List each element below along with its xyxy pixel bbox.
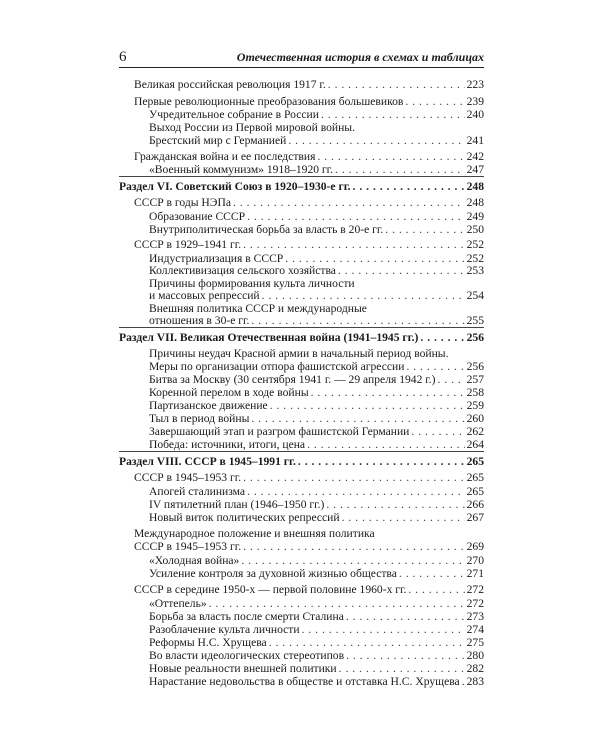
toc-entry-title: Великая российская революция 1917 г.: [134, 78, 326, 91]
toc-leader-dots: [342, 511, 465, 525]
toc-entry-page: 280: [466, 649, 484, 662]
toc-entry-title: СССР в 1945–1953 гг.: [134, 540, 242, 553]
toc-entry-title: «Военный коммунизм» 1918–1920 гг.: [149, 163, 334, 176]
toc-leader-dots: [307, 438, 465, 452]
toc-leader-dots: [411, 425, 464, 439]
toc-leader-dots: [241, 554, 464, 568]
toc-entry: [134, 583, 484, 597]
toc-entry-page: 266: [466, 498, 484, 511]
toc-leader-dots: [288, 134, 464, 148]
toc-leader-dots: [405, 95, 464, 109]
toc-entry-page: 250: [466, 223, 484, 236]
toc-entry: [149, 264, 484, 278]
page-number: 6: [119, 49, 127, 65]
toc-entry: [149, 554, 484, 568]
toc-leader-dots: [317, 150, 464, 164]
toc-entry: [149, 314, 484, 328]
toc-entry-title: IV пятилетний план (1946–1950 гг.): [149, 498, 325, 511]
toc-leader-dots: [269, 636, 465, 650]
toc-entry-page: 275: [466, 636, 484, 649]
toc-entry: [149, 511, 484, 525]
toc-leader-dots: [420, 331, 464, 345]
toc-entry: [149, 610, 484, 624]
toc-entry-page: 253: [466, 264, 484, 277]
toc-entry-title: Учредительное собрание в России: [149, 108, 319, 121]
toc-entry-title: Завершающий этап и разгром фашистской Германии: [149, 425, 410, 438]
toc-entry-page: 223: [466, 78, 484, 91]
toc-entry-title: СССР в годы НЭПа: [134, 196, 231, 209]
toc-entry-title: и массовых репрессий: [149, 289, 260, 302]
toc-entry-page: 241: [466, 134, 484, 147]
toc-entry-page: 248: [466, 180, 484, 193]
toc-leader-dots: [346, 649, 465, 663]
toc-entry-page: 260: [466, 412, 484, 425]
toc-entry-page: 248: [466, 196, 484, 209]
toc-leader-dots: [311, 386, 465, 400]
toc-leader-dots: [302, 623, 465, 637]
toc-leader-dots: [353, 180, 465, 194]
toc-entry-title: Индустриализация в СССР: [149, 252, 284, 265]
toc-leader-dots: [438, 373, 465, 387]
toc-entry: [149, 223, 484, 237]
toc-entry-page: 240: [466, 108, 484, 121]
toc-entry-page: 247: [466, 163, 484, 176]
toc-entry: [149, 649, 484, 663]
toc-entry-title: Партизанское движение: [149, 399, 268, 412]
toc-leader-dots: [408, 583, 464, 597]
toc-entry: [149, 399, 484, 413]
toc-entry-title: Новые реальности внешней политики: [149, 662, 337, 675]
toc-entry-page: 252: [466, 238, 484, 251]
toc-entry: [134, 196, 484, 210]
toc-entry-title: СССР в 1945–1953 гг.: [134, 471, 242, 484]
toc-entry: [149, 636, 484, 650]
header-rule: [119, 67, 484, 68]
running-title: Отечественная история в схемах и таблицах: [236, 50, 484, 64]
toc-leader-dots: [247, 210, 465, 224]
toc-leader-dots: [326, 498, 464, 512]
toc-entry-page: 257: [466, 373, 484, 386]
toc-leader-dots: [321, 108, 465, 122]
toc-leader-dots: [462, 675, 465, 689]
section-divider: [119, 451, 484, 452]
toc-entry: [149, 412, 484, 426]
toc-leader-dots: [243, 471, 465, 485]
toc-entry-page: 267: [466, 511, 484, 524]
toc-entry: [134, 150, 484, 164]
toc-entry-title: Коренной перелом в ходе войны: [149, 386, 309, 399]
toc-entry-page: 270: [466, 554, 484, 567]
toc-entry-page: 249: [466, 210, 484, 223]
toc-entry-title: отношения в 30-е гг.: [149, 314, 250, 327]
toc-leader-dots: [339, 662, 465, 676]
toc-entry: [149, 567, 484, 581]
toc-entry-page: 242: [466, 150, 484, 163]
toc-entry: [134, 471, 484, 485]
toc-entry-title: Раздел VI. Советский Союз в 1920–1930-е гг.: [119, 180, 351, 193]
toc-entry-title: Брестский мир с Германией: [149, 134, 287, 147]
toc-entry-page: 265: [466, 455, 484, 468]
toc-entry: [149, 134, 484, 148]
toc-entry: [149, 360, 484, 374]
toc-entry-title: Внутриполитическая борьба за власть в 20-е гг.: [149, 223, 384, 236]
toc-entry-title: Первые революционные преобразования большевиков: [134, 95, 404, 108]
toc-leader-dots: [385, 223, 464, 237]
toc-entry-title: Тыл в период войны: [149, 412, 250, 425]
toc-entry-line: Причины неудач Красной армии в начальный период войны.: [149, 347, 449, 360]
toc-entry: [134, 95, 484, 109]
toc-entry-title: Коллективизация сельского хозяйства: [149, 264, 336, 277]
toc-entry: [149, 289, 484, 303]
toc-entry-title: Усиление контроля за духовной жизнью общества: [149, 567, 397, 580]
toc-leader-dots: [233, 196, 465, 210]
toc-section-heading: [119, 180, 484, 194]
toc-entry-title: Апогей сталинизма: [149, 485, 246, 498]
toc-entry-page: 264: [466, 438, 484, 451]
toc-section-heading: [119, 331, 484, 345]
toc-entry: [149, 438, 484, 452]
toc-entry-line: Международное положение и внешняя политика: [134, 527, 375, 540]
toc-entry: [149, 675, 484, 689]
toc-entry-title: Битва за Москву (30 сентября 1941 г. — 29 апреля 1942 г.): [149, 373, 436, 386]
toc-leader-dots: [251, 314, 464, 328]
toc-entry-title: Нарастание недовольства в обществе и отставка Н.С. Хрущева: [149, 675, 460, 688]
toc-entry-title: СССР в середине 1950-х — первой половине 1960-х гг.: [134, 583, 407, 596]
toc-leader-dots: [243, 238, 465, 252]
toc-entry: [134, 238, 484, 252]
toc-entry-line: Внешняя политика СССР и международные: [149, 302, 367, 315]
toc-entry-page: 256: [466, 360, 484, 373]
toc-leader-dots: [335, 163, 465, 177]
section-divider: [119, 327, 484, 328]
toc-entry-page: 273: [466, 610, 484, 623]
toc-leader-dots: [209, 597, 465, 611]
toc-leader-dots: [247, 485, 465, 499]
toc-leader-dots: [262, 289, 465, 303]
toc-entry: [149, 597, 484, 611]
toc-entry-title: СССР в 1929–1941 гг.: [134, 238, 242, 251]
toc-leader-dots: [270, 399, 465, 413]
toc-entry-page: 272: [466, 583, 484, 596]
page-header: [119, 47, 484, 69]
toc-entry-title: Во власти идеологических стереотипов: [149, 649, 345, 662]
toc-entry: [149, 373, 484, 387]
toc-entry-page: 262: [466, 425, 484, 438]
toc-entry: [149, 425, 484, 439]
toc-entry-title: Раздел VIII. СССР в 1945–1991 гг.: [119, 455, 296, 468]
toc-entry: [134, 78, 484, 92]
toc-entry-page: 269: [466, 540, 484, 553]
toc-entry-title: Новый виток политических репрессий: [149, 511, 340, 524]
toc-leader-dots: [298, 455, 465, 469]
toc-entry: [149, 498, 484, 512]
toc-entry-title: «Холодная война»: [149, 554, 240, 567]
toc-entry-page: 239: [466, 95, 484, 108]
toc-entry-page: 258: [466, 386, 484, 399]
toc-entry-page: 259: [466, 399, 484, 412]
toc-entry: [149, 108, 484, 122]
toc-entry: [149, 163, 484, 177]
section-divider: [119, 176, 484, 177]
toc-entry-page: 255: [466, 314, 484, 327]
toc-leader-dots: [406, 360, 464, 374]
toc-entry-page: 256: [466, 331, 484, 344]
toc-entry-title: Победа: источники, итоги, цена: [149, 438, 306, 451]
toc-entry: [149, 485, 484, 499]
toc-entry: [149, 662, 484, 676]
toc-entry-title: Образование СССР: [149, 210, 246, 223]
toc-entry: [149, 386, 484, 400]
toc-leader-dots: [338, 264, 465, 278]
toc-entry-line: Причины формирования культа личности: [149, 277, 355, 290]
toc-entry-line: Выход России из Первой мировой войны.: [149, 121, 355, 134]
toc-leader-dots: [243, 540, 465, 554]
toc-entry-page: 282: [466, 662, 484, 675]
toc-entry-title: Реформы Н.С. Хрущева: [149, 636, 267, 649]
toc-leader-dots: [328, 78, 465, 92]
toc-entry-page: 254: [466, 289, 484, 302]
toc-entry-page: 252: [466, 252, 484, 265]
toc-entry-page: 272: [466, 597, 484, 610]
toc-entry-title: Меры по организации отпора фашистской агрессии: [149, 360, 405, 373]
toc-entry: [134, 540, 484, 554]
toc-entry-title: Гражданская война и ее последствия: [134, 150, 316, 163]
toc-entry-title: Разоблачение культа личности: [149, 623, 300, 636]
toc-entry-page: 265: [466, 485, 484, 498]
toc-entry-page: 271: [466, 567, 484, 580]
toc-entry-page: 265: [466, 471, 484, 484]
toc-section-heading: [119, 455, 484, 469]
toc-entry-title: Раздел VII. Великая Отечественная война (1941–1945 гг.): [119, 331, 419, 344]
toc-leader-dots: [251, 412, 464, 426]
toc-entry-page: 274: [466, 623, 484, 636]
toc-entry: [149, 623, 484, 637]
toc-entry: [149, 210, 484, 224]
toc-leader-dots: [399, 567, 465, 581]
toc-entry-page: 283: [466, 675, 484, 688]
toc-entry-title: Борьба за власть после смерти Сталина: [149, 610, 344, 623]
toc-leader-dots: [346, 610, 465, 624]
toc-entry-title: «Оттепель»: [149, 597, 207, 610]
